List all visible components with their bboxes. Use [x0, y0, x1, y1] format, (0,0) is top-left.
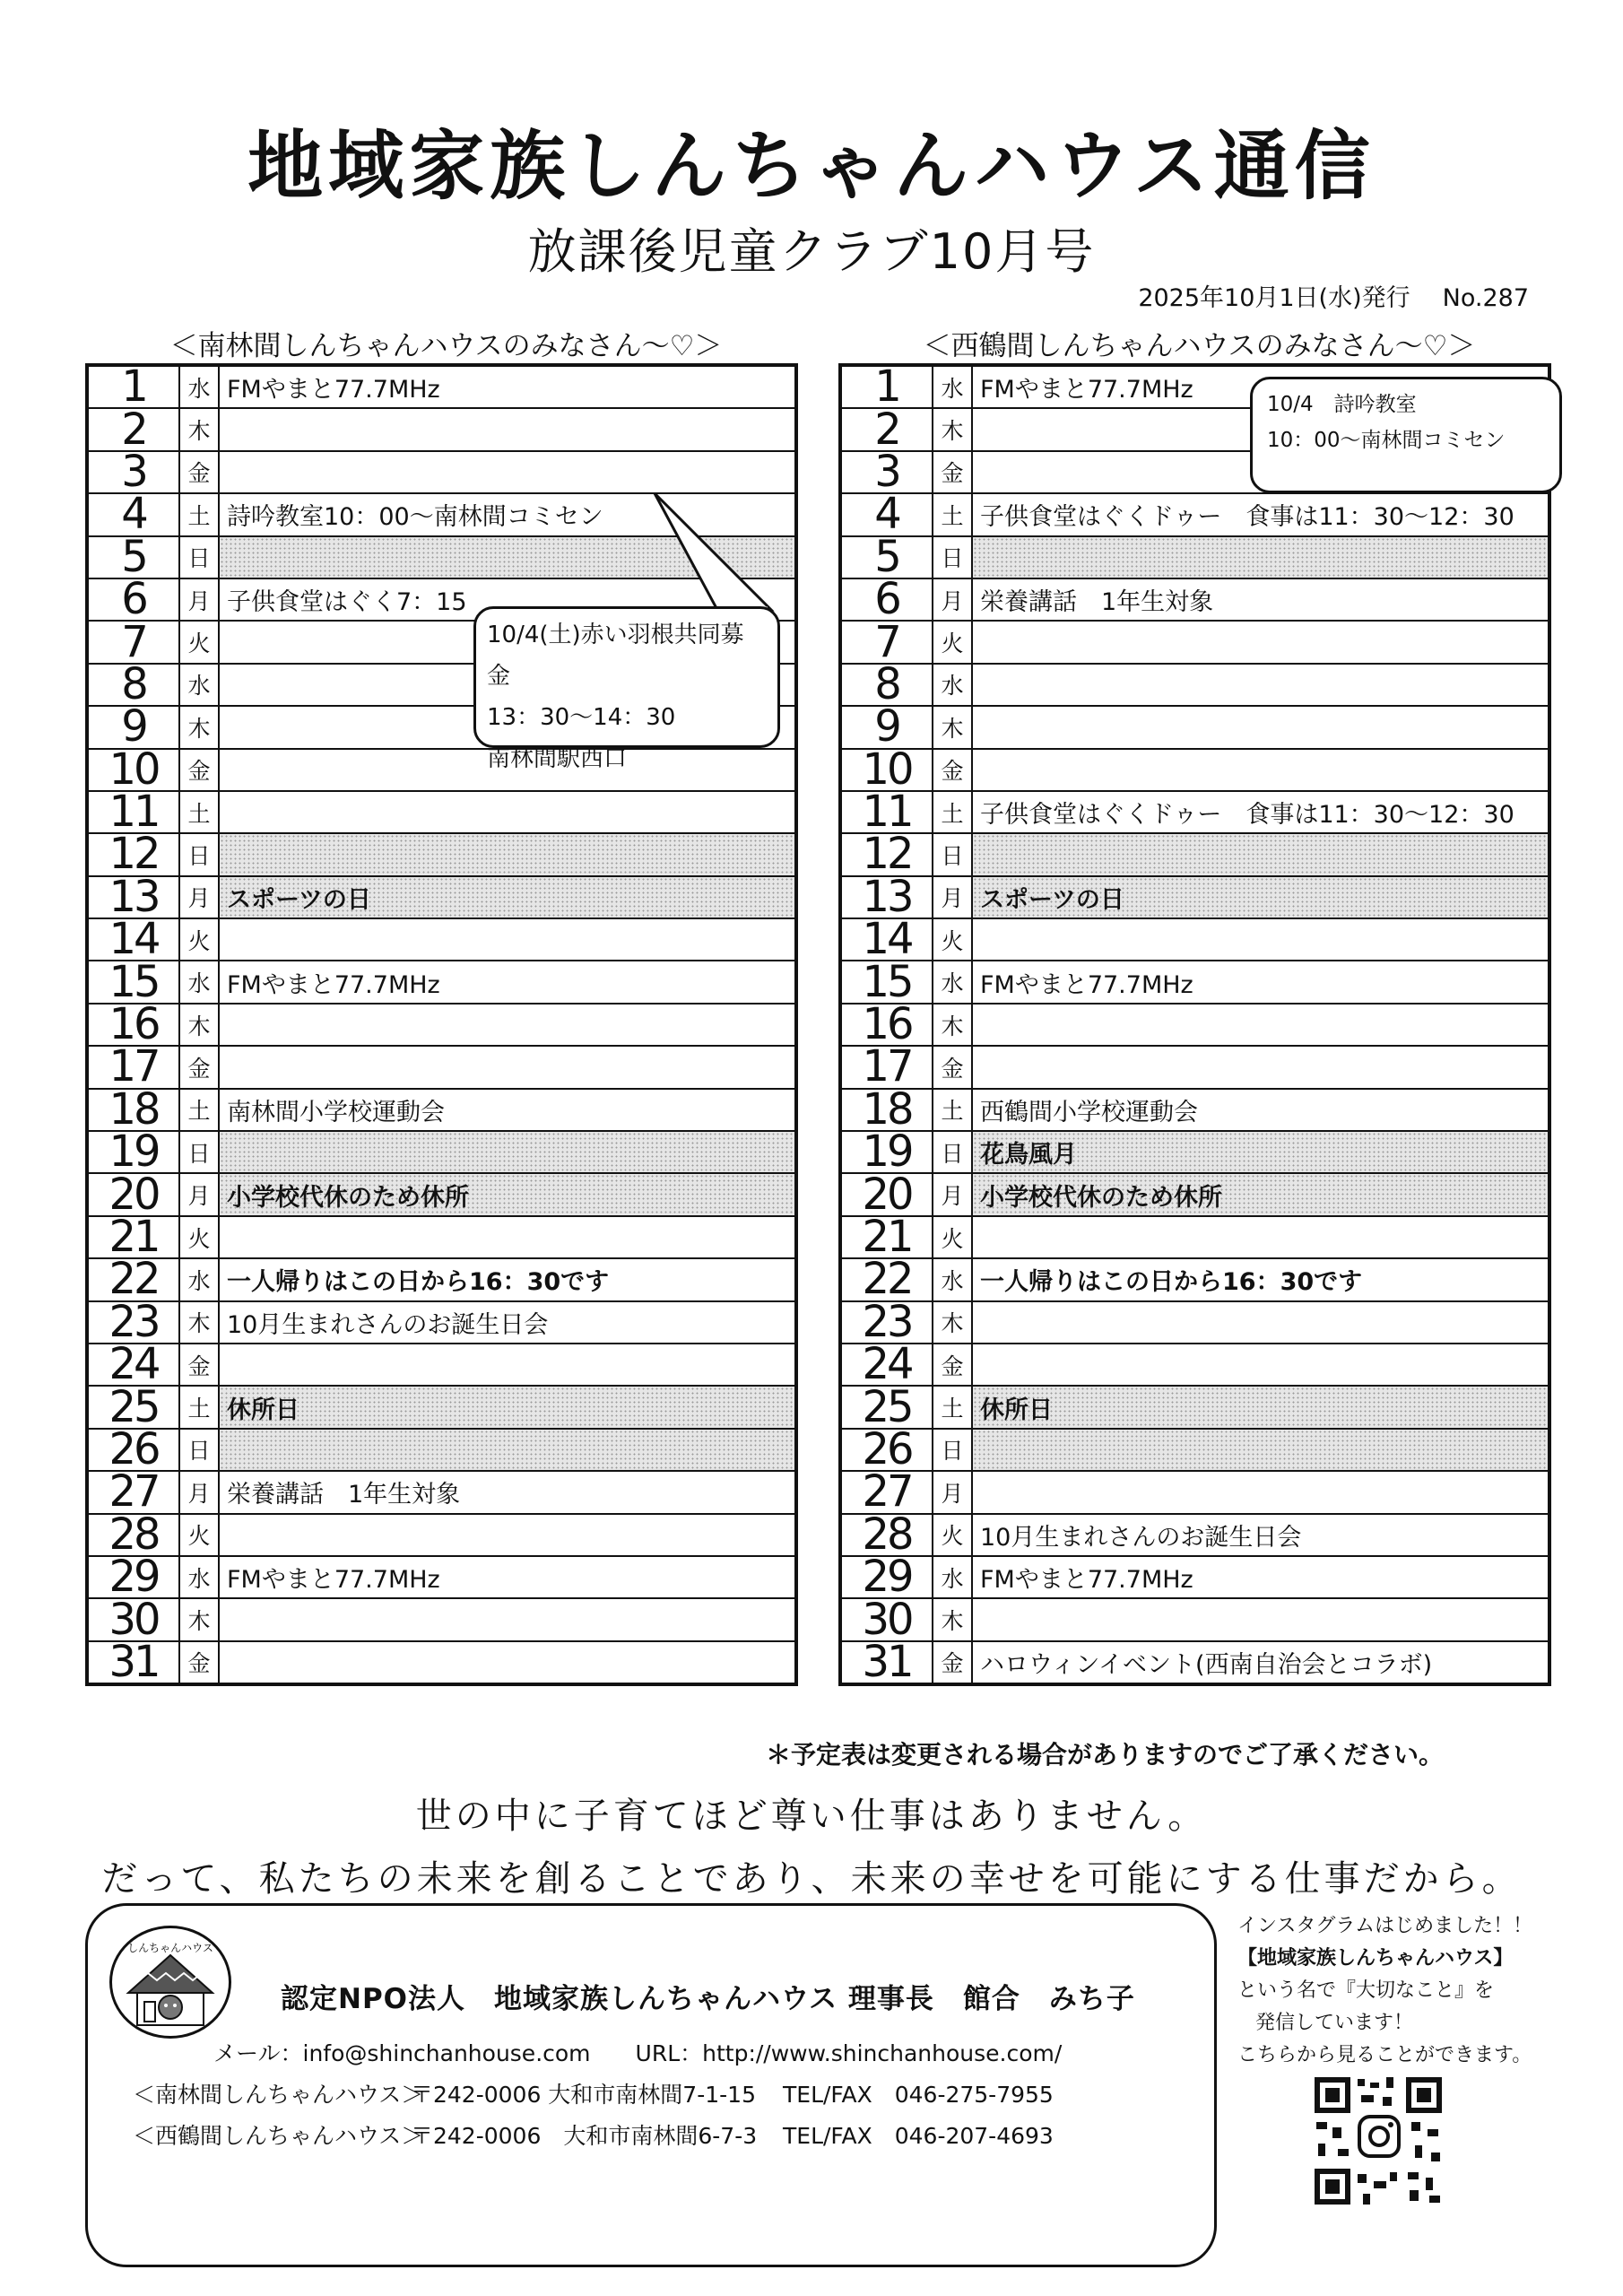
calendar-row [87, 961, 796, 1003]
day-number: 23 [87, 1301, 179, 1344]
event-text [972, 1216, 1549, 1258]
weekday: 日 [933, 833, 972, 875]
calendar-row [87, 1046, 796, 1088]
calendar-row [840, 664, 1549, 706]
day-number: 4 [840, 493, 933, 535]
calendar-row [87, 1471, 796, 1513]
day-number: 7 [87, 621, 179, 663]
calendar-row [840, 706, 1549, 748]
day-number: 2 [87, 408, 179, 450]
weekday: 水 [933, 1556, 972, 1598]
event-text: FMやまと77.7MHz [972, 1556, 1549, 1598]
weekday: 水 [179, 365, 219, 408]
event-text [219, 1131, 796, 1173]
day-number: 1 [840, 365, 933, 408]
day-number: 5 [87, 536, 179, 578]
day-number: 3 [87, 451, 179, 493]
calendar-row [840, 791, 1549, 833]
newsletter-title: 地域家族しんちゃんハウス通信 [247, 122, 1376, 210]
event-text: FMやまと77.7MHz [219, 1556, 796, 1598]
weekday: 金 [179, 749, 219, 791]
day-number: 9 [87, 706, 179, 748]
issue-info [1138, 278, 1529, 313]
day-number: 24 [87, 1344, 179, 1386]
schedule-change-note: ＊予定表は変更される場合がありますのでご了承ください。 [765, 1740, 1444, 1770]
event-text [219, 1429, 796, 1471]
weekday: 金 [933, 1344, 972, 1386]
calendar-row [840, 1556, 1549, 1598]
event-text [972, 1344, 1549, 1386]
calendar-row [840, 1598, 1549, 1640]
calendar-row [87, 365, 796, 408]
calendar-row [87, 1089, 796, 1131]
day-number: 25 [840, 1386, 933, 1428]
event-text: 一人帰りはこの日から16：30です [219, 1258, 796, 1300]
day-number: 5 [840, 536, 933, 578]
weekday: 火 [933, 1216, 972, 1258]
minami-branch-tel: TEL/FAX 046-275-7955 [783, 2082, 1054, 2108]
calendar-row [840, 536, 1549, 578]
day-number: 6 [87, 578, 179, 621]
calendar-row [87, 1301, 796, 1344]
day-number: 21 [87, 1216, 179, 1258]
nishi-branch-tel: TEL/FAX 046-207-4693 [783, 2123, 1054, 2149]
calendar-row [87, 1429, 796, 1471]
calendar-row [87, 1216, 796, 1258]
calendar-row [840, 1344, 1549, 1386]
minami-branch-name: ＜南林間しんちゃんハウス＞ [133, 2082, 424, 2108]
day-number: 9 [840, 706, 933, 748]
event-text [219, 1641, 796, 1684]
weekday: 木 [179, 1598, 219, 1640]
email-text[interactable]: メール：info@shinchanhouse.com [213, 2040, 591, 2066]
right-callout-line: 10/4 詩吟教室 [1267, 393, 1417, 416]
day-number: 8 [840, 664, 933, 706]
weekday: 木 [179, 408, 219, 450]
weekday: 火 [179, 1216, 219, 1258]
instagram-line: 発信しています！ [1255, 2012, 1414, 2034]
calendar-row [840, 749, 1549, 791]
weekday: 土 [933, 1386, 972, 1428]
weekday: 木 [933, 1598, 972, 1640]
minami-branch-address: 〒242-0006 大和市南林間7-1-15 [411, 2082, 756, 2108]
event-text [972, 536, 1549, 578]
left-column-heading: ＜南林間しんちゃんハウスのみなさん〜♡＞ [169, 330, 723, 362]
weekday: 金 [179, 1641, 219, 1684]
weekday: 水 [179, 1556, 219, 1598]
event-text: ハロウィンイベント(西南自治会とコラボ) [972, 1641, 1549, 1684]
weekday: 月 [933, 876, 972, 918]
day-number: 26 [840, 1429, 933, 1471]
day-number: 26 [87, 1429, 179, 1471]
instagram-notice [1237, 1910, 1596, 2072]
event-text: 子供食堂はぐくドゥー 食事は11：30〜12：30 [972, 791, 1549, 833]
event-text: 西鶴間小学校運動会 [972, 1089, 1549, 1131]
weekday: 木 [933, 1301, 972, 1344]
day-number: 8 [87, 664, 179, 706]
instagram-line: こちらから見ることができます。 [1237, 2044, 1532, 2066]
event-text: 小学校代休のため休所 [219, 1173, 796, 1215]
issue-number: No.287 [1442, 284, 1529, 312]
calendar-row [840, 1173, 1549, 1215]
event-text [972, 1598, 1549, 1640]
calendar-row [87, 1004, 796, 1046]
event-text: 休所日 [972, 1386, 1549, 1428]
weekday: 水 [933, 365, 972, 408]
event-text: FMやまと77.7MHz [972, 365, 1549, 408]
calendar-row [840, 493, 1549, 535]
calendar-row [87, 1258, 796, 1300]
calendar-row [87, 918, 796, 961]
day-number: 20 [840, 1173, 933, 1215]
weekday: 火 [179, 1514, 219, 1556]
weekday: 金 [933, 451, 972, 493]
day-number: 15 [87, 961, 179, 1003]
day-number: 28 [87, 1514, 179, 1556]
event-text [972, 664, 1549, 706]
calendar-row [87, 1131, 796, 1173]
calendar-row [840, 1258, 1549, 1300]
event-text: 南林間小学校運動会 [219, 1089, 796, 1131]
calendar-row [87, 1386, 796, 1428]
weekday: 金 [179, 1344, 219, 1386]
day-number: 15 [840, 961, 933, 1003]
weekday: 火 [179, 918, 219, 961]
day-number: 12 [87, 833, 179, 875]
right-callout-line: 10：00〜南林間コミセン [1267, 429, 1506, 452]
calendar-row [840, 1089, 1549, 1131]
weekday: 金 [933, 1641, 972, 1684]
event-text [219, 1344, 796, 1386]
day-number: 2 [840, 408, 933, 450]
day-number: 28 [840, 1514, 933, 1556]
calendar-row [840, 1216, 1549, 1258]
weekday: 土 [933, 791, 972, 833]
weekday: 木 [933, 706, 972, 748]
calendar-row [840, 1641, 1549, 1684]
weekday: 月 [933, 1471, 972, 1513]
calendar-row [87, 1641, 796, 1684]
event-text: 小学校代休のため休所 [972, 1173, 1549, 1215]
day-number: 22 [87, 1258, 179, 1300]
event-text [219, 1598, 796, 1640]
event-text [219, 833, 796, 875]
weekday: 月 [933, 1173, 972, 1215]
day-number: 29 [840, 1556, 933, 1598]
calendar-row [840, 918, 1549, 961]
calendar-row [840, 1004, 1549, 1046]
day-number: 17 [840, 1046, 933, 1088]
day-number: 19 [87, 1131, 179, 1173]
weekday: 木 [179, 706, 219, 748]
right-calendar [838, 363, 1551, 1686]
day-number: 21 [840, 1216, 933, 1258]
event-text [972, 1301, 1549, 1344]
event-text [219, 1004, 796, 1046]
event-text: スポーツの日 [219, 876, 796, 918]
footer-box [85, 1903, 1217, 2267]
issue-date: 2025年10月1日(水)発行 [1138, 284, 1410, 312]
weekday: 日 [933, 1429, 972, 1471]
event-text: FMやまと77.7MHz [219, 961, 796, 1003]
event-text: 花鳥風月 [972, 1131, 1549, 1173]
calendar-row [87, 1556, 796, 1598]
weekday: 木 [179, 1301, 219, 1344]
event-text [972, 1046, 1549, 1088]
day-number: 30 [840, 1598, 933, 1640]
weekday: 火 [933, 621, 972, 663]
day-number: 22 [840, 1258, 933, 1300]
day-number: 12 [840, 833, 933, 875]
slogan-line-2: だって、私たちの未来を創ることであり、未来の幸せを可能にする仕事だから。 [101, 1858, 1522, 1900]
weekday: 金 [933, 1046, 972, 1088]
event-text [219, 1514, 796, 1556]
left-bubble-tail [646, 484, 780, 619]
event-text [219, 918, 796, 961]
nishi-branch-address: 〒242-0006 大和市南林間6-7-3 [411, 2123, 758, 2149]
event-text [972, 749, 1549, 791]
weekday: 火 [179, 621, 219, 663]
day-number: 31 [87, 1641, 179, 1684]
left-callout-bubble [473, 606, 780, 772]
website-url[interactable]: URL：http://www.shinchanhouse.com/ [635, 2040, 1063, 2066]
instagram-line: 【地域家族しんちゃんハウス】 [1237, 1947, 1514, 1970]
calendar-row [87, 1514, 796, 1556]
weekday: 土 [179, 1089, 219, 1131]
weekday: 木 [933, 1004, 972, 1046]
weekday: 水 [933, 1258, 972, 1300]
day-number: 10 [87, 749, 179, 791]
weekday: 土 [179, 493, 219, 535]
weekday: 水 [933, 961, 972, 1003]
logo-text: しんちゃんハウス [127, 1942, 213, 1954]
event-text [972, 621, 1549, 663]
calendar-row [840, 961, 1549, 1003]
weekday: 金 [933, 749, 972, 791]
nishi-branch-name: ＜西鶴間しんちゃんハウス＞ [133, 2123, 424, 2149]
weekday: 日 [179, 1131, 219, 1173]
weekday: 土 [933, 493, 972, 535]
event-text [972, 1471, 1549, 1513]
left-callout-line: 南林間駅西口 [487, 745, 628, 772]
calendar-row [840, 833, 1549, 875]
weekday: 火 [933, 1514, 972, 1556]
day-number: 16 [840, 1004, 933, 1046]
left-callout-line: 10/4(土)赤い羽根共同募金 [487, 622, 744, 690]
calendar-row [840, 1471, 1549, 1513]
event-text: 栄養講話 1年生対象 [219, 1471, 796, 1513]
event-text [219, 791, 796, 833]
weekday: 日 [179, 536, 219, 578]
weekday: 木 [179, 1004, 219, 1046]
weekday: 水 [179, 1258, 219, 1300]
day-number: 17 [87, 1046, 179, 1088]
calendar-row [840, 1301, 1549, 1344]
day-number: 14 [840, 918, 933, 961]
event-text [972, 706, 1549, 748]
weekday: 月 [179, 1173, 219, 1215]
event-text [219, 408, 796, 450]
event-text: 休所日 [219, 1386, 796, 1428]
day-number: 25 [87, 1386, 179, 1428]
weekday: 月 [179, 578, 219, 621]
day-number: 20 [87, 1173, 179, 1215]
day-number: 7 [840, 621, 933, 663]
day-number: 4 [87, 493, 179, 535]
day-number: 16 [87, 1004, 179, 1046]
organization-name: 認定NPO法人 地域家族しんちゃんハウス 理事長 館合 みち子 [281, 1983, 1135, 2015]
day-number: 23 [840, 1301, 933, 1344]
left-callout-line: 13：30〜14：30 [487, 704, 676, 731]
instagram-qr-code[interactable] [1311, 2074, 1445, 2208]
day-number: 18 [840, 1089, 933, 1131]
event-text [219, 1216, 796, 1258]
weekday: 月 [179, 1471, 219, 1513]
event-text: 子供食堂はぐく7：15 [219, 578, 796, 621]
event-text [972, 918, 1549, 961]
calendar-row [840, 578, 1549, 621]
weekday: 日 [933, 1131, 972, 1173]
day-number: 29 [87, 1556, 179, 1598]
day-number: 27 [87, 1471, 179, 1513]
day-number: 1 [87, 365, 179, 408]
calendar-row [840, 1046, 1549, 1088]
calendar-row [840, 1514, 1549, 1556]
event-text: スポーツの日 [972, 876, 1549, 918]
weekday: 水 [179, 961, 219, 1003]
house-logo [109, 1926, 231, 2039]
calendar-row [87, 1344, 796, 1386]
weekday: 土 [179, 791, 219, 833]
event-text: FMやまと77.7MHz [972, 961, 1549, 1003]
newsletter-subtitle: 放課後児童クラブ10月号 [527, 223, 1096, 280]
weekday: 木 [933, 408, 972, 450]
event-text: 10月生まれさんのお誕生日会 [219, 1301, 796, 1344]
weekday: 金 [179, 451, 219, 493]
day-number: 11 [87, 791, 179, 833]
day-number: 10 [840, 749, 933, 791]
event-text [972, 1004, 1549, 1046]
day-number: 13 [840, 876, 933, 918]
day-number: 19 [840, 1131, 933, 1173]
event-text [972, 1429, 1549, 1471]
weekday: 水 [933, 664, 972, 706]
calendar-row [840, 621, 1549, 663]
calendar-row [840, 876, 1549, 918]
weekday: 月 [179, 876, 219, 918]
contact-info [133, 2033, 1062, 2157]
day-number: 31 [840, 1641, 933, 1684]
weekday: 土 [179, 1386, 219, 1428]
day-number: 14 [87, 918, 179, 961]
event-text [972, 833, 1549, 875]
weekday: 日 [933, 536, 972, 578]
calendar-row [840, 1386, 1549, 1428]
calendar-row [87, 791, 796, 833]
calendar-row [87, 1173, 796, 1215]
day-number: 3 [840, 451, 933, 493]
calendar-row [87, 1598, 796, 1640]
day-number: 30 [87, 1598, 179, 1640]
right-column-heading: ＜西鶴間しんちゃんハウスのみなさん〜♡＞ [923, 330, 1476, 362]
event-text [219, 1046, 796, 1088]
event-text: 栄養講話 1年生対象 [972, 578, 1549, 621]
calendar-row [87, 833, 796, 875]
day-number: 13 [87, 876, 179, 918]
calendar-row [87, 876, 796, 918]
day-number: 24 [840, 1344, 933, 1386]
weekday: 火 [933, 918, 972, 961]
event-text: 子供食堂はぐくドゥー 食事は11：30〜12：30 [972, 493, 1549, 535]
weekday: 土 [933, 1089, 972, 1131]
weekday: 水 [179, 664, 219, 706]
calendar-row [840, 1429, 1549, 1471]
weekday: 日 [179, 833, 219, 875]
day-number: 6 [840, 578, 933, 621]
weekday: 月 [933, 578, 972, 621]
calendar-row [87, 408, 796, 450]
weekday: 日 [179, 1429, 219, 1471]
instagram-line: という名で『大切なこと』を [1237, 1979, 1495, 2002]
slogan-line-1: 世の中に子育てほど尊い仕事はありません。 [415, 1796, 1208, 1837]
weekday: 金 [179, 1046, 219, 1088]
day-number: 18 [87, 1089, 179, 1131]
event-text: 詩吟教室10：00〜南林間コミセン [219, 493, 796, 535]
event-text: FMやまと77.7MHz [219, 365, 796, 408]
instagram-line: インスタグラムはじめました！！ [1237, 1915, 1533, 1937]
day-number: 27 [840, 1471, 933, 1513]
event-text: 一人帰りはこの日から16：30です [972, 1258, 1549, 1300]
calendar-row [840, 1131, 1549, 1173]
day-number: 11 [840, 791, 933, 833]
event-text: 10月生まれさんのお誕生日会 [972, 1514, 1549, 1556]
right-callout-bubble [1250, 377, 1562, 493]
